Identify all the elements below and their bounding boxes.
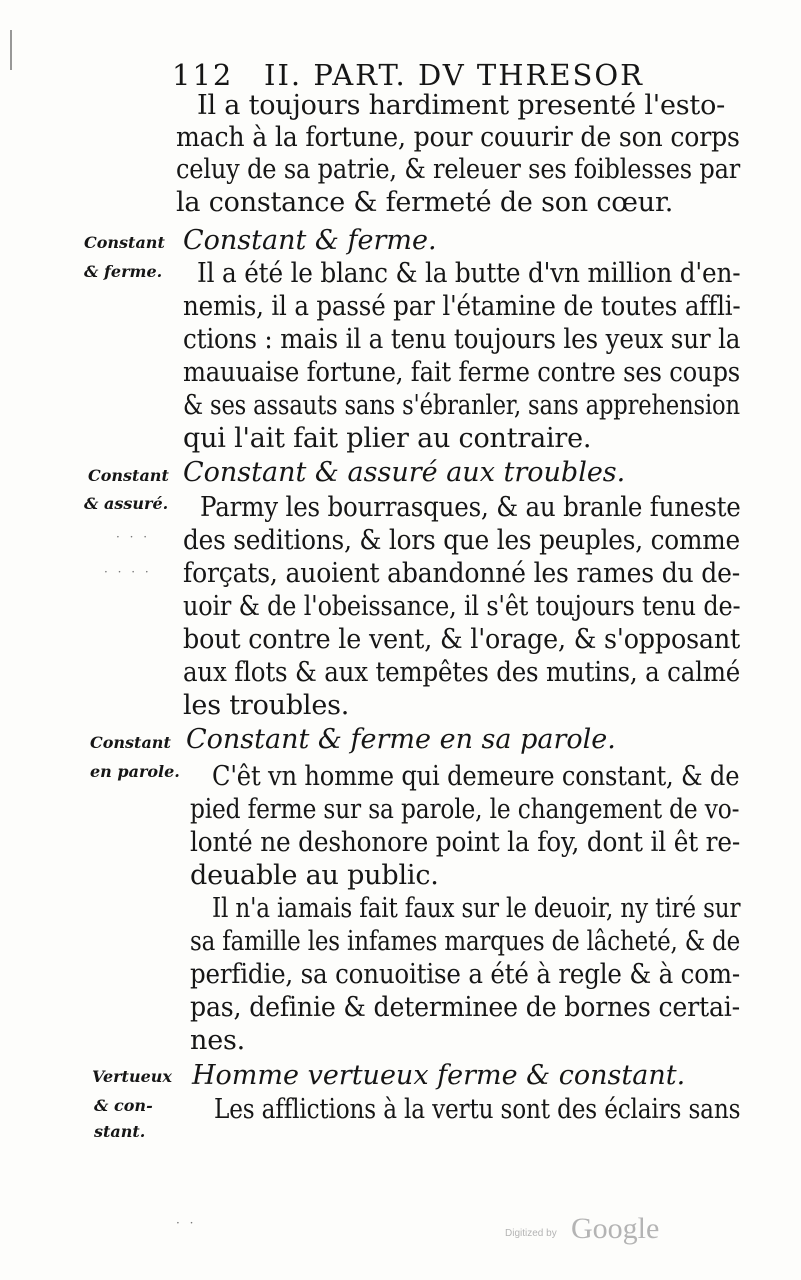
print-specks: · · · ·: [104, 565, 152, 579]
margin-note: & assuré.: [84, 494, 169, 513]
watermark-prefix: Digitized by: [505, 1228, 557, 1239]
body-line: des seditions, & lors que les peuples, comme: [183, 525, 740, 556]
margin-note: Vertueux: [92, 1067, 172, 1086]
body-line: nemis, il a passé par l'étamine de toutes affli-: [183, 291, 741, 322]
body-line: forçats, auoient abandonné les rames du de-: [183, 558, 741, 589]
margin-note: Constant: [88, 466, 169, 485]
body-line: perfidie, sa conuoitise a été à regle & à com-: [190, 959, 740, 990]
digitized-watermark: [505, 1212, 685, 1252]
print-specks: · · ·: [116, 530, 151, 544]
body-line: C'êt vn homme qui demeure constant, & de: [212, 761, 740, 792]
margin-note: & con-: [94, 1096, 153, 1115]
body-line: mauuaise fortune, fait ferme contre ses coups: [183, 357, 741, 388]
body-line: Il a été le blanc & la butte d'vn million d'en-: [197, 258, 741, 289]
google-logo: Google: [571, 1212, 660, 1245]
body-line: Parmy les bourrasques, & au branle funeste: [200, 492, 741, 523]
gutter-mark: [10, 30, 12, 70]
margin-note: Constant: [84, 233, 165, 252]
section-heading: Homme vertueux ferme & constant.: [192, 1060, 686, 1091]
body-line: deuable au public.: [190, 860, 439, 891]
margin-note: & ferme.: [84, 262, 163, 281]
margin-note: en parole.: [90, 762, 180, 781]
body-line: les troubles.: [183, 690, 350, 721]
body-line: nes.: [190, 1025, 246, 1056]
body-line: pas, definie & determinee de bornes certai-: [190, 992, 741, 1023]
body-line: qui l'ait fait plier au contraire.: [183, 423, 592, 454]
body-line: bout contre le vent, & l'orage, & s'opposant: [183, 624, 741, 655]
body-line: Les afflictions à la vertu sont des éclairs sans: [214, 1094, 741, 1125]
body-line: & ses assauts sans s'ébranler, sans apprehension: [183, 390, 740, 421]
running-title: II. PART. DV THRESOR: [264, 58, 644, 92]
body-line: aux flots & aux tempêtes des mutins, a calmé: [183, 657, 741, 688]
section-heading: Constant & ferme.: [183, 225, 437, 256]
body-line: Il a toujours hardiment presenté l'esto-: [197, 90, 726, 121]
body-line: pied ferme sur sa parole, le changement de vo-: [190, 794, 740, 825]
page-number: 112: [172, 58, 234, 92]
section-heading: Constant & ferme en sa parole.: [186, 724, 616, 755]
margin-note: stant.: [94, 1122, 146, 1141]
body-line: uoir & de l'obeissance, il s'êt toujours tenu de-: [183, 591, 741, 622]
section-heading: Constant & assuré aux troubles.: [183, 457, 626, 488]
body-line: ctions : mais il a tenu toujours les yeux sur la: [183, 324, 741, 355]
page-header: [172, 58, 652, 94]
body-line: la constance & fermeté de son cœur.: [176, 187, 674, 218]
body-line: sa famille les infames marques de lâcheté, & de: [190, 926, 741, 957]
body-line: celuy de sa patrie, & releuer ses foiblesses par: [176, 154, 741, 185]
margin-note: Constant: [90, 733, 171, 752]
body-line: Il n'a iamais fait faux sur le deuoir, ny tiré sur: [212, 893, 741, 924]
print-specks: · ·: [176, 1216, 197, 1230]
body-line: mach à la fortune, pour couurir de son corps: [176, 122, 740, 153]
body-line: lonté ne deshonore point la foy, dont il êt re-: [190, 827, 741, 858]
